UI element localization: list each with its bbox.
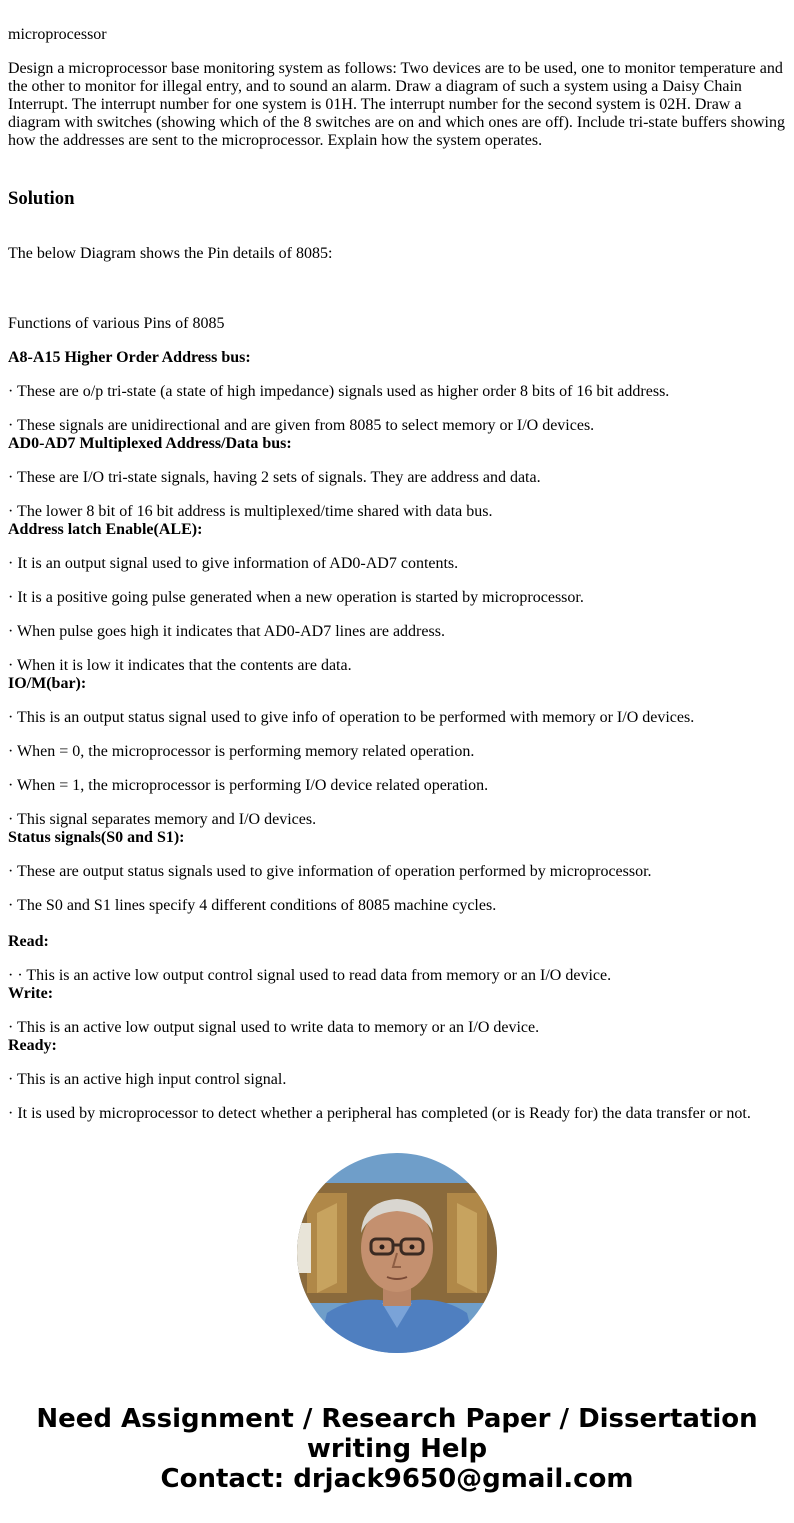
section-item: · The lower 8 bit of 16 bit address is multiplexed/time shared with data bus. bbox=[8, 503, 493, 520]
section-heading: Status signals(S0 and S1): bbox=[8, 829, 185, 846]
section-item: · When = 0, the microprocessor is performing memory related operation. bbox=[8, 743, 475, 760]
solution-heading: Solution bbox=[8, 187, 75, 209]
section-item: · When it is low it indicates that the contents are data. bbox=[8, 657, 352, 674]
section-heading: A8-A15 Higher Order Address bus: bbox=[8, 349, 251, 366]
section-item: · When = 1, the microprocessor is performing I/O device related operation. bbox=[8, 777, 489, 794]
question-text: Design a microprocessor base monitoring system as follows: Two devices are to be used, one to monitor temperature and the other to monitor for illegal entry, and to sound an alarm. Draw a diagram of such a system using a Daisy Chain Interrupt. The interrupt number for one system is 01H. The interrupt number for the second system is 02H. Draw a diagram with switches (showing which of the 8 switches are on and which ones are off). Include tri-state buffers showing how the addresses are sent to the microprocessor. Explain how the system operates. bbox=[8, 60, 785, 149]
section-item: · These are o/p tri-state (a state of high impedance) signals used as higher order 8 bits of 16 bit address. bbox=[8, 383, 670, 400]
section-heading: Address latch Enable(ALE): bbox=[8, 521, 203, 538]
section-item: · When pulse goes high it indicates that AD0-AD7 lines are address. bbox=[8, 623, 445, 640]
subject-title: microprocessor bbox=[8, 26, 107, 43]
section-item: · This is an output status signal used to give info of operation to be performed with memory or I/O devices. bbox=[8, 709, 695, 726]
section-item: · This signal separates memory and I/O devices. bbox=[8, 811, 317, 828]
section-heading: AD0-AD7 Multiplexed Address/Data bus: bbox=[8, 435, 292, 452]
section-item: · These signals are unidirectional and are given from 8085 to select memory or I/O devices. bbox=[8, 417, 595, 434]
pin-intro: The below Diagram shows the Pin details of 8085: bbox=[8, 245, 333, 262]
section-item: · These are output status signals used to give information of operation performed by microprocessor. bbox=[8, 863, 652, 880]
section-heading: Read: bbox=[8, 933, 49, 950]
section-item: · It is used by microprocessor to detect whether a peripheral has completed (or is Ready for) the data transfer or not. bbox=[8, 1105, 751, 1122]
promo-line: Need Assignment / Research Paper / Dissertation bbox=[36, 1404, 758, 1434]
section-item: · It is a positive going pulse generated when a new operation is started by microprocessor. bbox=[8, 589, 584, 606]
author-avatar bbox=[297, 1153, 497, 1353]
section-item: · This is an active low output signal used to write data to memory or an I/O device. bbox=[8, 1019, 540, 1036]
promo-contact: Contact: drjack9650@gmail.com bbox=[160, 1464, 634, 1494]
section-heading: IO/M(bar): bbox=[8, 675, 87, 692]
section-item: · It is an output signal used to give information of AD0-AD7 contents. bbox=[8, 555, 459, 572]
section-item: · These are I/O tri-state signals, having 2 sets of signals. They are address and data. bbox=[8, 469, 541, 486]
promo-banner bbox=[0, 1404, 794, 1494]
section-heading: Write: bbox=[8, 985, 54, 1002]
section-heading: Ready: bbox=[8, 1037, 57, 1054]
avatar-portrait-image bbox=[297, 1153, 497, 1353]
section-item: · · This is an active low output control signal used to read data from memory or an I/O device. bbox=[8, 967, 612, 984]
functions-intro: Functions of various Pins of 8085 bbox=[8, 315, 225, 332]
section-item: · The S0 and S1 lines specify 4 different conditions of 8085 machine cycles. bbox=[8, 897, 497, 914]
promo-line: writing Help bbox=[306, 1434, 488, 1464]
section-item: · This is an active high input control signal. bbox=[8, 1071, 287, 1088]
